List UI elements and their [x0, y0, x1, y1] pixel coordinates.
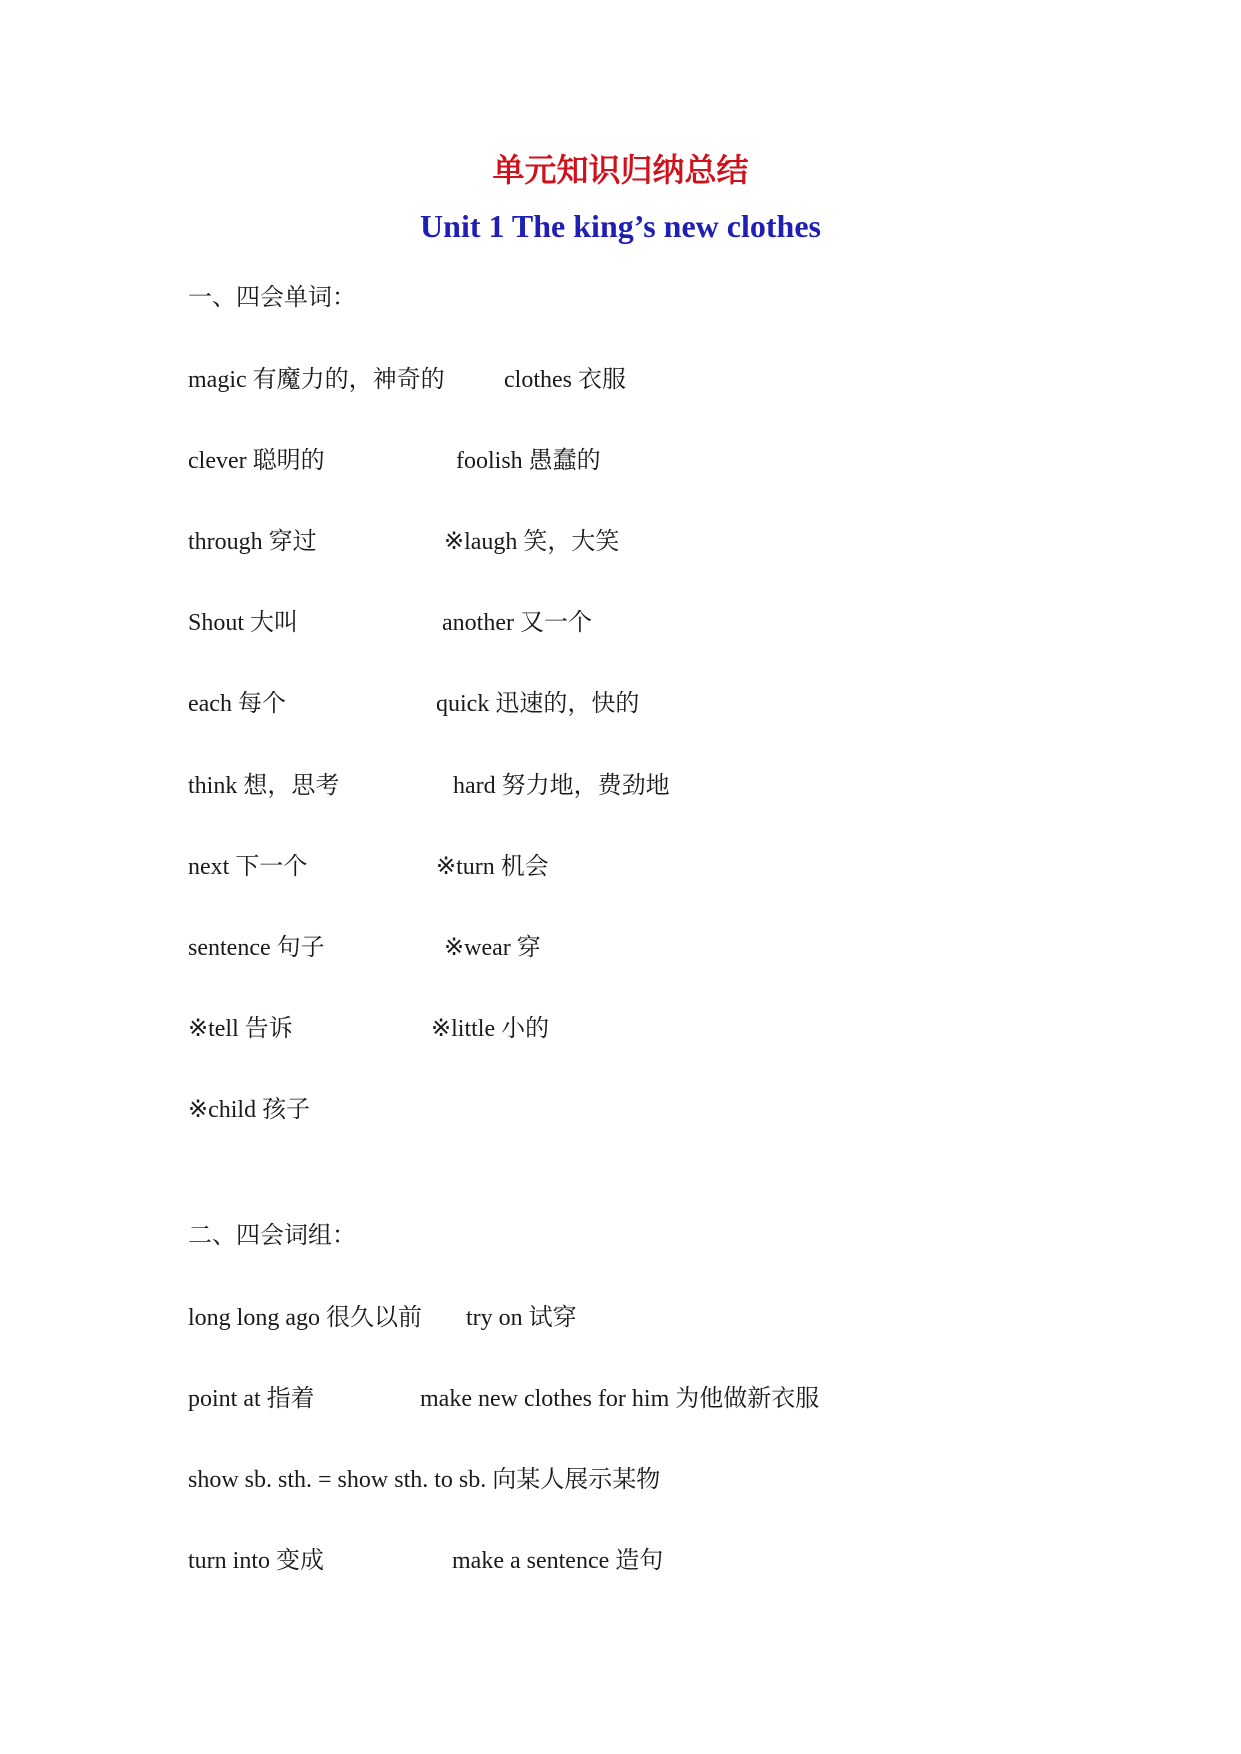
- vocab-item: ※little 小的: [431, 1016, 550, 1042]
- vocab-item: ※child 孩子: [188, 1097, 311, 1123]
- vocab-row: [188, 851, 1088, 883]
- vocab-row: [188, 1094, 1088, 1126]
- vocab-item: magic 有魔力的，神奇的: [188, 367, 445, 393]
- vocab-row: [188, 688, 1088, 720]
- vocab-item: clothes 衣服: [504, 367, 626, 393]
- vocab-row: [188, 607, 1088, 639]
- vocab-item: hard 努力地，费劲地: [453, 773, 670, 799]
- vocab-row: [188, 445, 1088, 477]
- vocab-row: [188, 770, 1088, 802]
- vocab-item: foolish 愚蠢的: [456, 448, 601, 474]
- vocab-item: clever 聪明的: [188, 448, 325, 474]
- vocab-item: another 又一个: [442, 610, 592, 636]
- section-heading-words: 一、四会单词：: [188, 285, 356, 311]
- phrase-item: long long ago 很久以前: [188, 1305, 422, 1331]
- section-heading-phrases: 二、四会词组：: [188, 1223, 356, 1249]
- vocab-item: ※turn 机会: [436, 854, 549, 880]
- vocab-item: next 下一个: [188, 854, 308, 880]
- vocab-item: think 想，思考: [188, 773, 340, 799]
- vocab-item: ※laugh 笑，大笑: [444, 529, 620, 555]
- phrase-item: try on 试穿: [466, 1305, 577, 1331]
- phrase-row: [188, 1302, 1088, 1334]
- vocab-item: Shout 大叫: [188, 610, 299, 636]
- vocab-item: quick 迅速的，快的: [436, 691, 640, 717]
- phrase-row: [188, 1383, 1088, 1415]
- vocab-item: through 穿过: [188, 529, 317, 555]
- page-title-english: Unit 1 The king’s new clothes: [420, 208, 821, 244]
- vocab-row: [188, 932, 1088, 964]
- vocab-row: [188, 526, 1088, 558]
- phrase-item: point at 指着: [188, 1386, 315, 1412]
- vocab-item: ※wear 穿: [444, 935, 541, 961]
- vocab-row: [188, 364, 1088, 396]
- phrase-item: make new clothes for him 为他做新衣服: [420, 1386, 820, 1412]
- phrase-item: turn into 变成: [188, 1548, 324, 1574]
- vocab-item: ※tell 告诉: [188, 1016, 293, 1042]
- vocab-item: sentence 句子: [188, 935, 325, 961]
- page-title-chinese: 单元知识归纳总结: [492, 152, 749, 188]
- phrase-item: show sb. sth. = show sth. to sb. 向某人展示某物: [188, 1467, 661, 1493]
- vocab-item: each 每个: [188, 691, 286, 717]
- vocab-row: [188, 1013, 1088, 1045]
- phrase-row: [188, 1545, 1088, 1577]
- phrase-row: [188, 1464, 1088, 1496]
- phrase-item: make a sentence 造句: [452, 1548, 664, 1574]
